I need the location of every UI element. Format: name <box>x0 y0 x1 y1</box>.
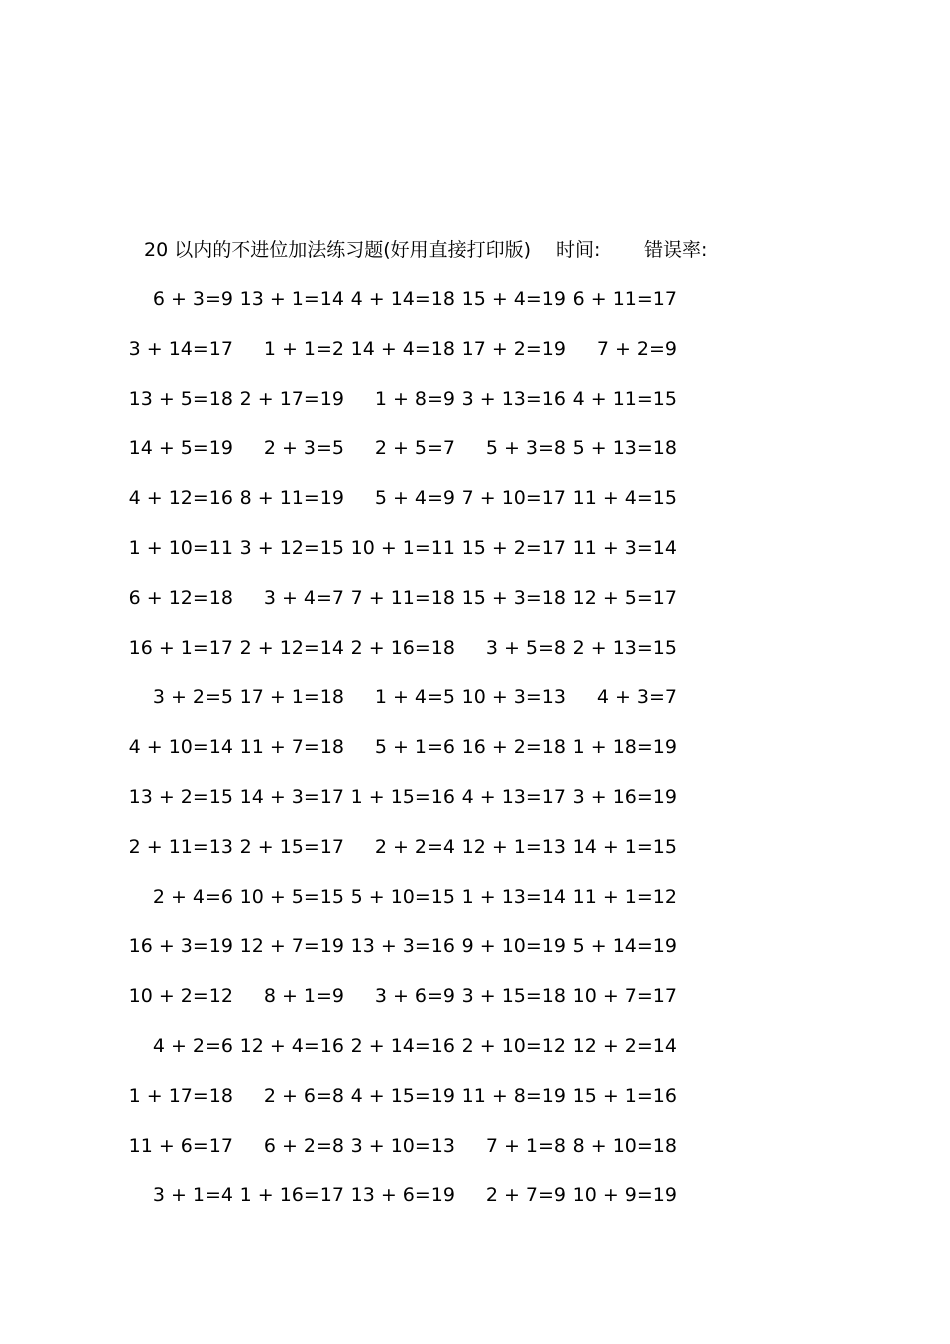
problem-item: 11 + 6=17 <box>128 1134 233 1157</box>
problem-item: 16 + 2=18 <box>461 736 566 759</box>
problem-item: 2 + 14=16 <box>350 1034 455 1057</box>
problem-item: 2 + 16=18 <box>350 636 455 659</box>
problem-row <box>128 634 710 684</box>
problem-row <box>150 883 710 933</box>
problem-item: 2 + 2=4 <box>374 835 455 858</box>
problem-item: 4 + 15=19 <box>350 1084 455 1107</box>
problem-item: 3 + 1=4 <box>152 1184 233 1207</box>
problem-item: 3 + 4=7 <box>263 586 344 609</box>
problem-item: 1 + 4=5 <box>374 686 455 709</box>
problem-item: 2 + 17=19 <box>239 387 344 410</box>
problem-item: 3 + 14=17 <box>128 337 233 360</box>
worksheet-title: 20 以内的不进位加法练习题(好用直接打印版) <box>144 239 532 261</box>
problem-item: 12 + 4=16 <box>239 1034 344 1057</box>
problem-item: 13 + 1=14 <box>239 288 344 310</box>
problem-row <box>128 932 710 982</box>
problem-item: 12 + 1=13 <box>461 835 566 858</box>
problem-item: 3 + 6=9 <box>374 985 455 1008</box>
problem-row <box>128 1132 710 1182</box>
problem-item: 15 + 2=17 <box>461 536 566 559</box>
problem-item: 8 + 11=19 <box>239 487 344 510</box>
problem-item: 2 + 13=15 <box>572 636 677 659</box>
problem-item: 10 + 7=17 <box>572 985 677 1008</box>
problem-item: 6 + 11=17 <box>572 288 677 310</box>
problem-item: 1 + 17=18 <box>128 1084 233 1107</box>
problem-item: 5 + 14=19 <box>572 935 677 958</box>
problem-item: 14 + 3=17 <box>239 785 344 808</box>
problem-row <box>128 335 710 385</box>
problem-item: 15 + 4=19 <box>461 288 566 310</box>
problem-item: 14 + 5=19 <box>128 437 233 460</box>
problem-item: 4 + 11=15 <box>572 387 677 410</box>
problem-item: 7 + 11=18 <box>350 586 455 609</box>
problem-row <box>150 683 710 733</box>
problem-item: 4 + 14=18 <box>350 288 455 310</box>
problem-item: 15 + 3=18 <box>461 586 566 609</box>
problem-item: 16 + 3=19 <box>128 935 233 958</box>
problem-row <box>150 1181 710 1231</box>
problem-item: 10 + 3=13 <box>461 686 566 709</box>
problem-item: 8 + 1=9 <box>263 985 344 1008</box>
problem-item: 4 + 10=14 <box>128 736 233 759</box>
problem-item: 1 + 16=17 <box>239 1184 344 1207</box>
problem-item: 13 + 2=15 <box>128 785 233 808</box>
problem-item: 1 + 15=16 <box>350 785 455 808</box>
problem-row <box>128 733 710 783</box>
problem-item: 14 + 1=15 <box>572 835 677 858</box>
problem-item: 8 + 10=18 <box>572 1134 677 1157</box>
problem-item: 3 + 2=5 <box>152 686 233 709</box>
problem-item: 5 + 4=9 <box>374 487 455 510</box>
error-rate-label: 错误率: <box>644 239 708 261</box>
problem-item: 7 + 1=8 <box>485 1134 566 1157</box>
time-label: 时间: <box>556 239 601 261</box>
problem-row <box>128 1082 710 1132</box>
problem-row <box>128 833 710 883</box>
problem-item: 11 + 7=18 <box>239 736 344 759</box>
problem-item: 2 + 7=9 <box>485 1184 566 1207</box>
problem-item: 1 + 18=19 <box>572 736 677 759</box>
problem-item: 11 + 3=14 <box>572 536 677 559</box>
problem-item: 2 + 3=5 <box>263 437 344 460</box>
problem-item: 3 + 12=15 <box>239 536 344 559</box>
problem-item: 1 + 10=11 <box>128 536 233 559</box>
problem-item: 12 + 5=17 <box>572 586 677 609</box>
problem-item: 10 + 2=12 <box>128 985 233 1008</box>
problem-item: 12 + 2=14 <box>572 1034 677 1057</box>
problem-item: 15 + 1=16 <box>572 1084 677 1107</box>
problem-item: 6 + 12=18 <box>128 586 233 609</box>
problem-item: 2 + 15=17 <box>239 835 344 858</box>
problem-item: 4 + 2=6 <box>152 1034 233 1057</box>
problem-item: 13 + 5=18 <box>128 387 233 410</box>
problem-item: 3 + 5=8 <box>485 636 566 659</box>
problem-item: 3 + 15=18 <box>461 985 566 1008</box>
problem-row <box>150 285 710 335</box>
problem-item: 3 + 16=19 <box>572 785 677 808</box>
problem-item: 13 + 3=16 <box>350 935 455 958</box>
problem-item: 13 + 6=19 <box>350 1184 455 1207</box>
problem-item: 5 + 10=15 <box>350 885 455 908</box>
problem-item: 2 + 5=7 <box>374 437 455 460</box>
problem-item: 7 + 10=17 <box>461 487 566 510</box>
problem-item: 2 + 12=14 <box>239 636 344 659</box>
problem-row <box>128 534 710 584</box>
problem-item: 2 + 6=8 <box>263 1084 344 1107</box>
problem-item: 2 + 10=12 <box>461 1034 566 1057</box>
problem-item: 4 + 12=16 <box>128 487 233 510</box>
problem-row <box>128 783 710 833</box>
problem-item: 9 + 10=19 <box>461 935 566 958</box>
problem-item: 11 + 1=12 <box>572 885 677 908</box>
problem-row <box>128 484 710 534</box>
problem-grid <box>128 285 710 1231</box>
problem-item: 2 + 11=13 <box>128 835 233 858</box>
problem-row <box>150 1032 710 1082</box>
problem-item: 6 + 2=8 <box>263 1134 344 1157</box>
problem-item: 5 + 13=18 <box>572 437 677 460</box>
problem-item: 1 + 13=14 <box>461 885 566 908</box>
problem-item: 10 + 5=15 <box>239 885 344 908</box>
problem-item: 17 + 2=19 <box>461 337 566 360</box>
problem-item: 1 + 1=2 <box>263 337 344 360</box>
problem-item: 14 + 4=18 <box>350 337 455 360</box>
problem-row <box>128 434 710 484</box>
problem-item: 4 + 3=7 <box>596 686 677 709</box>
problem-item: 1 + 8=9 <box>374 387 455 410</box>
problem-item: 5 + 1=6 <box>374 736 455 759</box>
problem-item: 4 + 13=17 <box>461 785 566 808</box>
problem-item: 11 + 8=19 <box>461 1084 566 1107</box>
problem-item: 12 + 7=19 <box>239 935 344 958</box>
problem-item: 5 + 3=8 <box>485 437 566 460</box>
problem-item: 10 + 1=11 <box>350 536 455 559</box>
problem-item: 10 + 9=19 <box>572 1184 677 1207</box>
problem-row <box>128 584 710 634</box>
problem-item: 2 + 4=6 <box>152 885 233 908</box>
problem-item: 3 + 13=16 <box>461 387 566 410</box>
problem-item: 16 + 1=17 <box>128 636 233 659</box>
problem-item: 3 + 10=13 <box>350 1134 455 1157</box>
problem-item: 6 + 3=9 <box>152 288 233 310</box>
problem-row <box>128 982 710 1032</box>
problem-item: 11 + 4=15 <box>572 487 677 510</box>
problem-item: 17 + 1=18 <box>239 686 344 709</box>
problem-item: 7 + 2=9 <box>596 337 677 360</box>
worksheet-header <box>144 236 864 264</box>
problem-row <box>128 385 710 435</box>
